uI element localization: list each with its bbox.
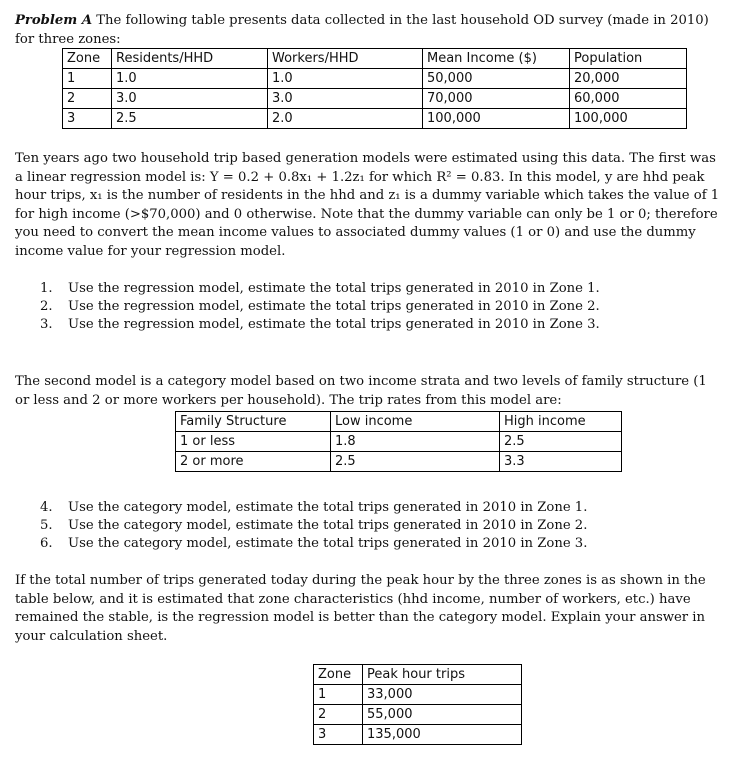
col-header: Residents/HHD: [112, 49, 268, 69]
col-header: Zone: [63, 49, 112, 69]
list-text: Use the category model, estimate the total trips generated in 2010 in Zone 1.: [68, 500, 588, 515]
table-cell: 1.0: [112, 69, 268, 89]
table-cell: 100,000: [423, 109, 570, 129]
col-header: Workers/HHD: [268, 49, 423, 69]
table-cell: 1.8: [331, 432, 500, 452]
table-cell: 50,000: [423, 69, 570, 89]
list-number: 6.: [40, 536, 53, 551]
col-header: Family Structure: [176, 412, 331, 432]
table-cell: 2.5: [331, 452, 500, 472]
table-cell: 2: [314, 705, 363, 725]
table-cell: 3.0: [112, 89, 268, 109]
col-header: Zone: [314, 665, 363, 685]
table-cell: 2.0: [268, 109, 423, 129]
list-number: 1.: [40, 281, 53, 296]
table-cell: 1: [63, 69, 112, 89]
table-cell: 3: [63, 109, 112, 129]
table-cell: 3.3: [500, 452, 622, 472]
table-cell: 135,000: [363, 725, 522, 745]
list-item: [40, 316, 600, 334]
problem-label: Problem A: [15, 13, 93, 28]
table-row: [63, 89, 687, 109]
table-cell: 33,000: [363, 685, 522, 705]
category-model-paragraph: The second model is a category model based on two income strata and two levels of family structure (1 or less and 2 or more workers per household). The trip rates from this model are:: [15, 374, 707, 408]
table-cell: 70,000: [423, 89, 570, 109]
list-text: Use the regression model, estimate the total trips generated in 2010 in Zone 1.: [68, 281, 600, 296]
table-row: [176, 452, 622, 472]
list-item: [40, 517, 587, 535]
table-row: [314, 725, 522, 745]
list-item: [40, 298, 600, 316]
list-text: Use the category model, estimate the total trips generated in 2010 in Zone 2.: [68, 518, 588, 533]
table-cell: 20,000: [570, 69, 687, 89]
table-row: [314, 685, 522, 705]
table-cell: 1.0: [268, 69, 423, 89]
comparison-paragraph: If the total number of trips generated today during the peak hour by the three zones is as shown in the table below, and it is estimated that zone characteristics (hhd income, number of workers, etc.) have remained the stable, is the regression model is better than the category model. Explain your answer in your calculation sheet.: [15, 573, 706, 644]
col-header: High income: [500, 412, 622, 432]
list-number: 2.: [40, 299, 53, 314]
zone-data-table: [62, 48, 687, 129]
table-row: [63, 69, 687, 89]
category-questions: [40, 499, 587, 553]
col-header: Peak hour trips: [363, 665, 522, 685]
col-header: Low income: [331, 412, 500, 432]
peak-hour-trips-table: [313, 664, 522, 745]
list-text: Use the regression model, estimate the total trips generated in 2010 in Zone 3.: [68, 317, 600, 332]
table-cell: 100,000: [570, 109, 687, 129]
list-item: [40, 535, 587, 553]
list-number: 3.: [40, 317, 53, 332]
table-cell: 1: [314, 685, 363, 705]
list-item: [40, 280, 600, 298]
table-header-row: [314, 665, 522, 685]
table-cell: 60,000: [570, 89, 687, 109]
table-row: [63, 109, 687, 129]
table-cell: 2.5: [500, 432, 622, 452]
problem-intro: [15, 12, 720, 49]
table-row: [176, 432, 622, 452]
list-number: 4.: [40, 500, 53, 515]
table-header-row: [176, 412, 622, 432]
list-item: [40, 499, 587, 517]
list-text: Use the category model, estimate the total trips generated in 2010 in Zone 3.: [68, 536, 588, 551]
table-cell: 1 or less: [176, 432, 331, 452]
list-number: 5.: [40, 518, 53, 533]
regression-questions: [40, 280, 600, 334]
table-row: [314, 705, 522, 725]
table-cell: 2 or more: [176, 452, 331, 472]
table-cell: 3: [314, 725, 363, 745]
trip-rate-table: [175, 411, 622, 472]
problem-intro-text: The following table presents data collected in the last household OD survey (made in 2010) for three zones:: [15, 13, 709, 47]
table-cell: 2: [63, 89, 112, 109]
table-header-row: [63, 49, 687, 69]
table-cell: 2.5: [112, 109, 268, 129]
col-header: Mean Income ($): [423, 49, 570, 69]
table-cell: 3.0: [268, 89, 423, 109]
regression-model-paragraph: Ten years ago two household trip based generation models were estimated using this data. The first was a linear regression model is: Y = 0.2 + 0.8x₁ + 1.2z₁ for which R² = 0.83. In this model, y are hhd peak hour trips, x₁ is the number of residents in the hhd and z₁ is a dummy variable which takes the value of 1 for high income (>$70,000) and 0 otherwise. Note that the dummy variable can only be 1 or 0; therefore you need to convert the mean income values to associated dummy values (1 or 0) and use the dummy income value for your regression model.: [15, 151, 720, 259]
table-cell: 55,000: [363, 705, 522, 725]
list-text: Use the regression model, estimate the total trips generated in 2010 in Zone 2.: [68, 299, 600, 314]
col-header: Population: [570, 49, 687, 69]
